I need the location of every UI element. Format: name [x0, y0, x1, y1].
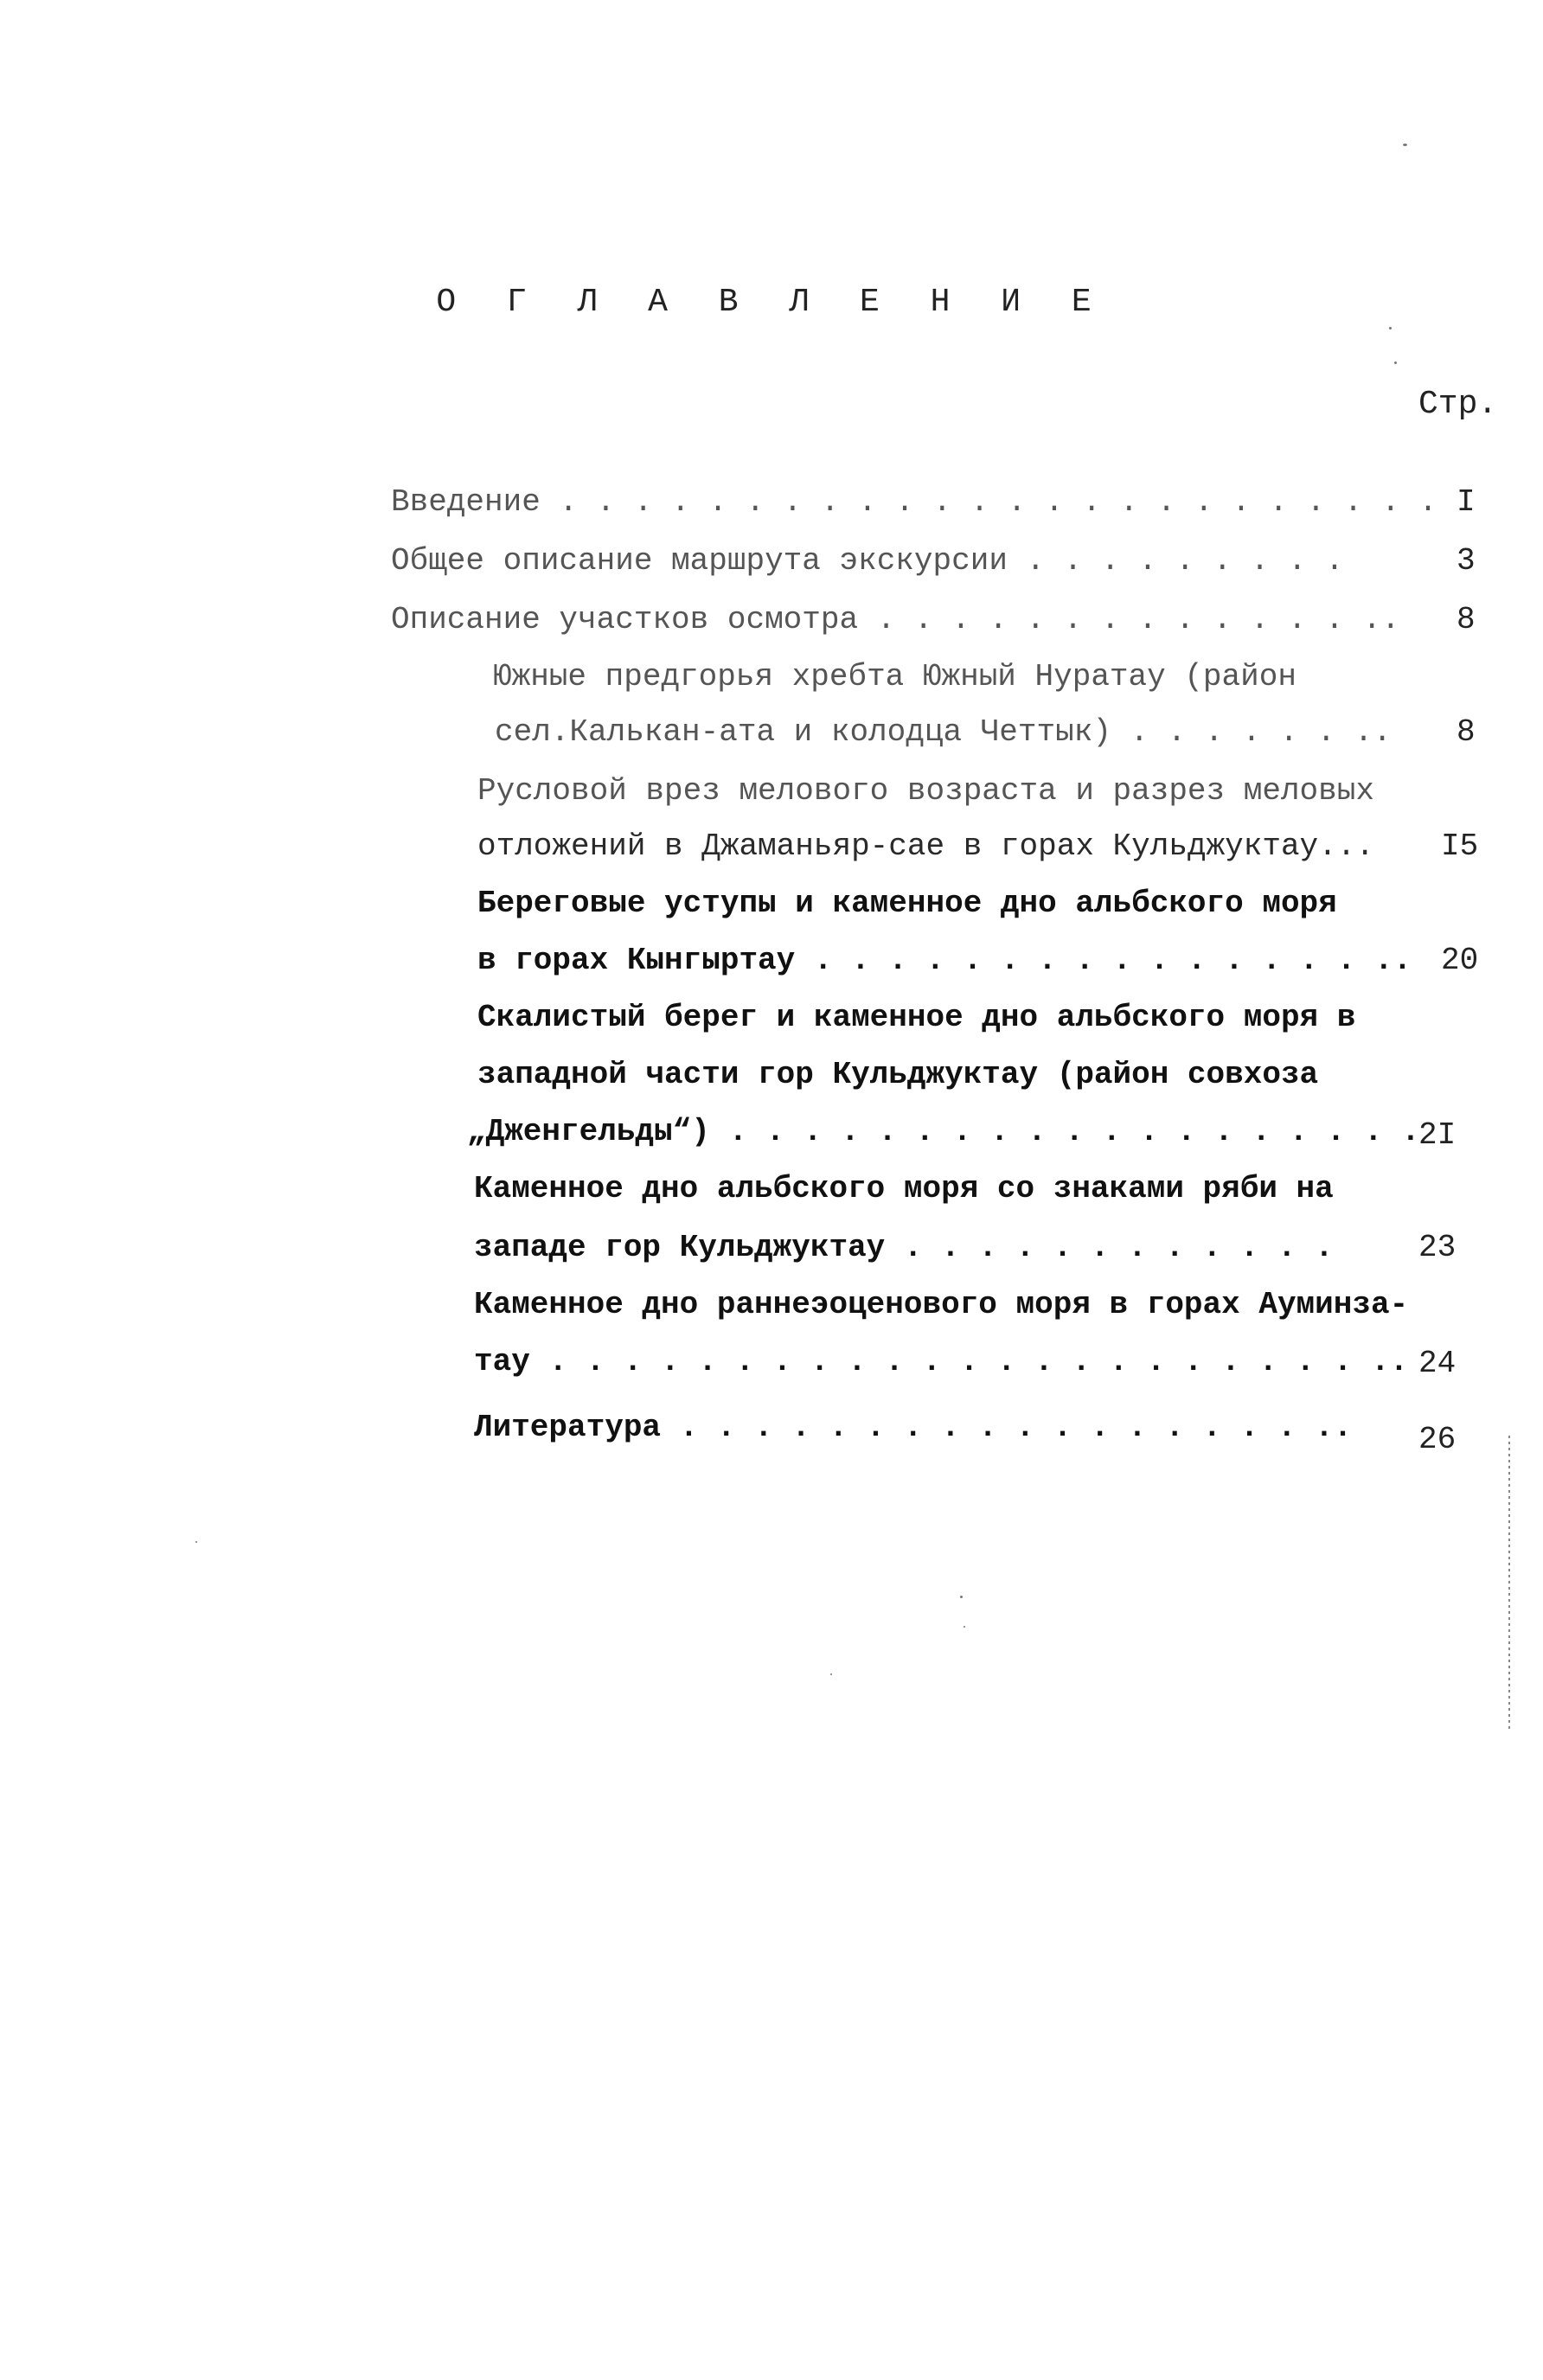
- toc-page-number: 20: [1441, 943, 1479, 978]
- toc-page-number: 3: [1457, 543, 1476, 579]
- toc-entry-channel-incision-cont: отложений в Джаманьяр-сае в горах Кульджуктау...: [477, 829, 1374, 864]
- toc-page-number: 26: [1418, 1422, 1457, 1457]
- toc-entry-southern-foothills: Южные предгорья хребта Южный Нуратау (район: [493, 659, 1297, 694]
- toc-entry-southern-foothills-cont: сел.Калькан-ата и колодца Четтык) . . . . . . ..: [495, 714, 1392, 750]
- page-column-header: Стр.: [1418, 386, 1498, 423]
- toc-entry-sites-description: Описание участков осмотра . . . . . . . . . . . . . ..: [391, 602, 1400, 637]
- toc-entry-coastal-ledges-cont: в горах Кынгыртау . . . . . . . . . . . . . . . ..: [477, 943, 1412, 978]
- toc-page-number: I: [1457, 484, 1476, 520]
- toc-page-number: I5: [1441, 829, 1479, 864]
- scan-speck: [1389, 327, 1392, 329]
- toc-entry-rocky-shore-cont2: „Дженгельды“) . . . . . . . . . . . . . . . . . . .: [467, 1114, 1420, 1149]
- toc-page-number: 8: [1457, 714, 1476, 750]
- toc-entry-literature: Литература . . . . . . . . . . . . . . . . . ..: [474, 1410, 1353, 1445]
- page-title: О Г Л А В Л Е Н И Е: [436, 284, 1107, 321]
- scan-speck: [964, 1626, 965, 1628]
- toc-entry-ripple-marks-cont: западе гор Кульджуктау . . . . . . . . . . . .: [474, 1230, 1334, 1265]
- scan-speck: [960, 1596, 963, 1598]
- toc-entry-route-description: Общее описание маршрута экскурсии . . . . . . . . .: [391, 543, 1344, 579]
- scan-edge-mark: [1508, 1436, 1510, 1730]
- scan-speck: [830, 1673, 832, 1675]
- toc-page-number: 2I: [1418, 1117, 1457, 1153]
- toc-entry-ripple-marks: Каменное дно альбского моря со знаками ряби на: [474, 1171, 1334, 1206]
- toc-entry-coastal-ledges: Береговые уступы и каменное дно альбского моря: [477, 886, 1337, 921]
- toc-entry-introduction: Введение . . . . . . . . . . . . . . . . . . . . . . . .: [391, 484, 1437, 520]
- toc-page-number: 24: [1418, 1346, 1457, 1381]
- toc-entry-channel-incision: Русловой врез мелового возраста и разрез меловых: [477, 773, 1374, 809]
- scan-speck: [195, 1541, 197, 1543]
- toc-page-number: 23: [1418, 1230, 1457, 1265]
- scan-speck: [1403, 144, 1407, 146]
- scan-speck: [1394, 361, 1397, 364]
- toc-entry-eocene-sea-cont: тау . . . . . . . . . . . . . . . . . . . . . . ..: [474, 1344, 1409, 1379]
- toc-entry-rocky-shore: Скалистый берег и каменное дно альбского моря в: [477, 1000, 1356, 1035]
- toc-page-number: 8: [1457, 602, 1476, 637]
- toc-entry-eocene-sea: Каменное дно раннеэоценового моря в горах Ауминза-: [474, 1287, 1409, 1322]
- toc-entry-rocky-shore-cont: западной части гор Кульджуктау (район совхоза: [477, 1057, 1319, 1092]
